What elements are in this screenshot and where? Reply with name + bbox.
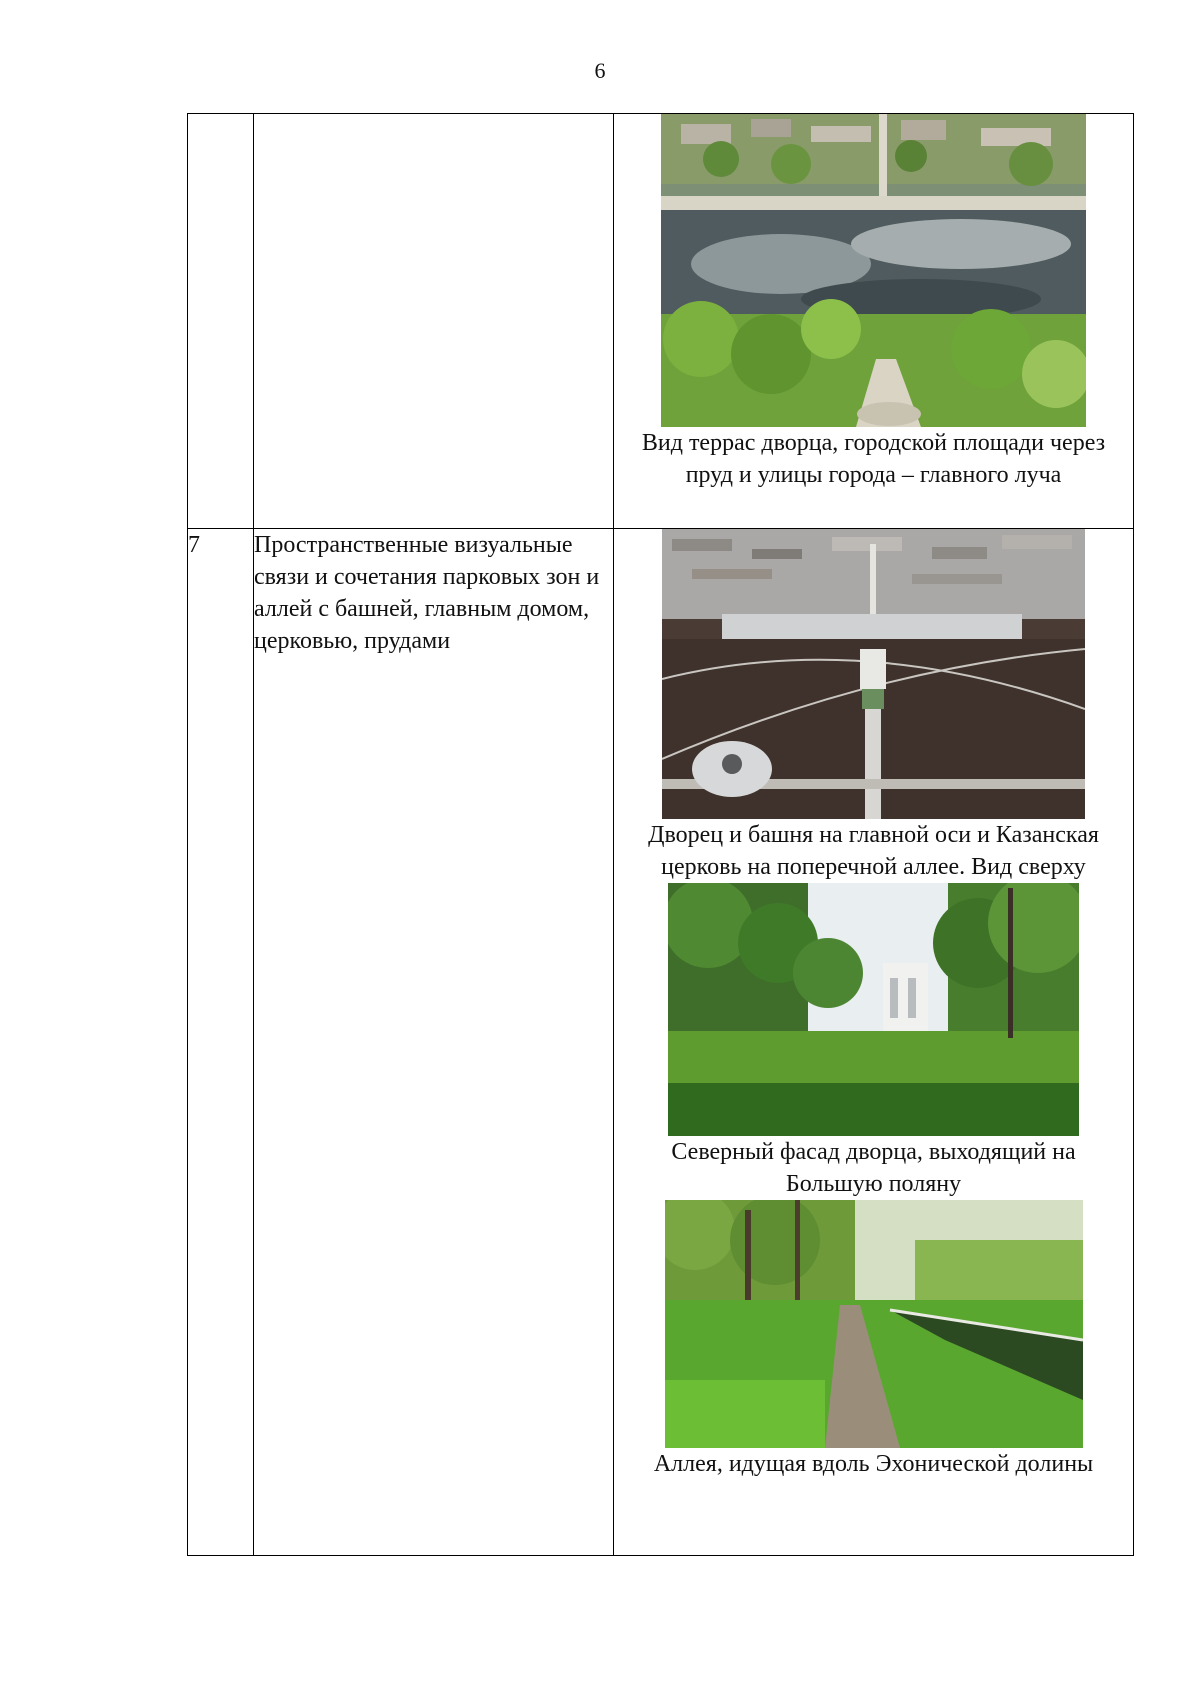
alley-along-valley-pond-photo <box>665 1200 1083 1448</box>
table-row <box>188 114 1134 529</box>
figure-caption: Аллея, идущая вдоль Эхонической долины <box>653 1451 1094 1477</box>
figure-caption: Дворец и башня на главной оси и Казанская церковь на поперечной аллее. Вид сверху <box>648 822 1099 880</box>
figure <box>614 114 1133 427</box>
page-number: 6 <box>594 58 606 83</box>
row-image-cell <box>614 529 1134 1556</box>
figure-caption: Северный фасад дворца, выходящий на Большую поляну <box>671 1139 1076 1197</box>
aerial-pond-city-photo <box>661 114 1086 427</box>
figure <box>614 529 1133 819</box>
row-number-cell <box>188 114 254 529</box>
figure-caption: Вид террас дворца, городской площади через пруд и улицы города – главного луча <box>641 430 1106 488</box>
row-image-cell <box>614 114 1134 529</box>
row-number-cell: 7 <box>188 529 254 1556</box>
palace-north-facade-meadow-photo <box>668 883 1079 1136</box>
row-description-cell <box>254 114 614 529</box>
table-row <box>188 529 1134 1556</box>
content-table <box>187 113 1134 1556</box>
figure <box>614 1200 1133 1448</box>
aerial-palace-tower-photo <box>662 529 1085 819</box>
row-description-cell: Пространственные визуальные связи и сочетания парковых зон и аллей с башней, главным домом, церковью, прудами <box>254 529 614 1556</box>
figure <box>614 883 1133 1136</box>
